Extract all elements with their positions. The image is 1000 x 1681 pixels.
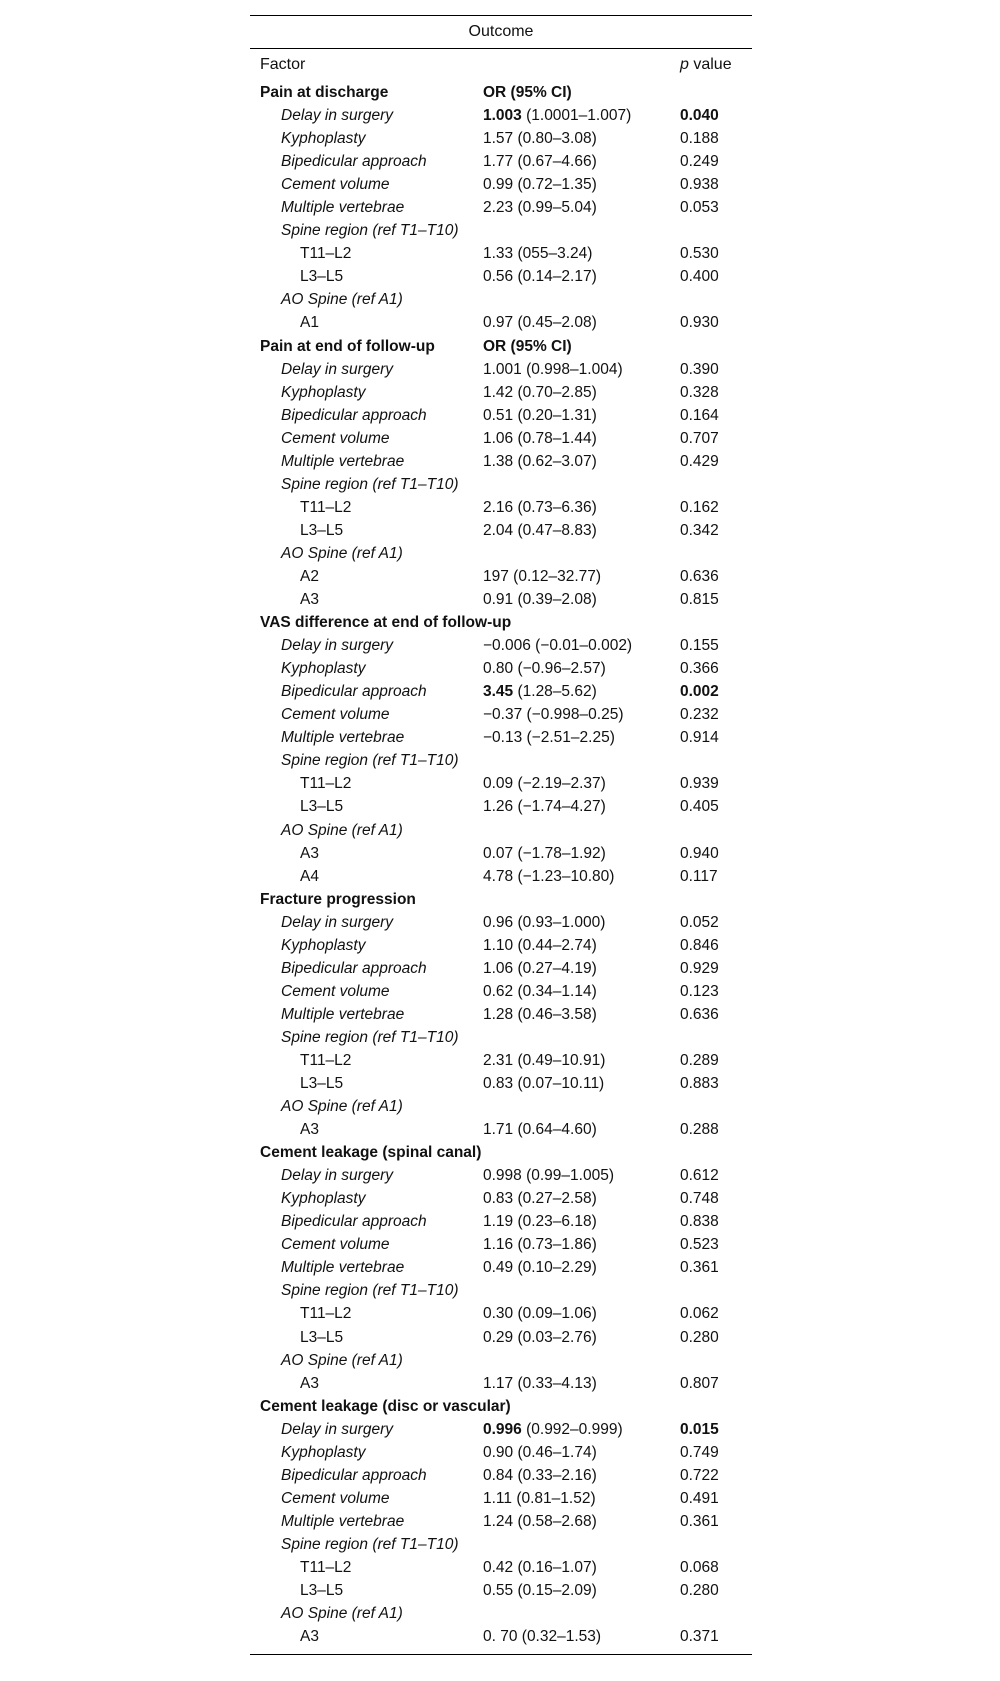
table-row <box>250 1602 752 1625</box>
section-header-row <box>250 1395 752 1418</box>
table-row <box>250 634 752 657</box>
table-row <box>250 911 752 934</box>
table-row <box>250 957 752 980</box>
p-value: 0.405 <box>680 798 719 816</box>
p-value: 0.052 <box>680 913 719 931</box>
factor-label: Delay in surgery <box>281 1167 393 1185</box>
p-value: 0.722 <box>680 1466 719 1484</box>
p-value: 0.846 <box>680 936 719 954</box>
estimate-ci: 0.998 (0.99–1.005) <box>483 1167 614 1185</box>
table-row <box>250 588 752 611</box>
factor-label: Multiple vertebrae <box>281 1512 405 1530</box>
factor-label: Spine region (ref T1–T10) <box>281 1282 459 1300</box>
table-row <box>250 427 752 450</box>
table-row <box>250 657 752 680</box>
p-value: 0.748 <box>680 1190 719 1208</box>
table-row <box>250 1256 752 1279</box>
estimate-ci: 0.29 (0.03–2.76) <box>483 1328 597 1346</box>
outcome-label: Cement leakage (disc or vascular) <box>260 1397 511 1415</box>
estimate-ci: 0.83 (0.27–2.58) <box>483 1190 597 1208</box>
estimate-ci <box>483 680 597 703</box>
table-row <box>250 1003 752 1026</box>
factor-label: Bipedicular approach <box>281 406 427 424</box>
estimate-ci: OR (95% CI) <box>483 84 572 101</box>
p-value: 0.328 <box>680 383 719 401</box>
p-value: 0.053 <box>680 199 719 217</box>
table-row <box>250 265 752 288</box>
factor-label: Bipedicular approach <box>281 153 427 171</box>
p-value: 0.939 <box>680 775 719 793</box>
factor-label: Spine region (ref T1–T10) <box>281 752 459 770</box>
factor-label: A1 <box>300 314 319 332</box>
p-value: 0.249 <box>680 153 719 171</box>
estimate-ci: 1.24 (0.58–2.68) <box>483 1512 597 1530</box>
table-row <box>250 381 752 404</box>
factor-label: Cement volume <box>281 982 390 1000</box>
outcome-label: Fracture progression <box>260 890 416 908</box>
factor-label: Multiple vertebrae <box>281 729 405 747</box>
estimate-ci: 0.84 (0.33–2.16) <box>483 1466 597 1484</box>
estimate-ci: 0.90 (0.46–1.74) <box>483 1443 597 1461</box>
factor-label: Spine region (ref T1–T10) <box>281 1028 459 1046</box>
factor-label: Multiple vertebrae <box>281 1005 405 1023</box>
table-row <box>250 1441 752 1464</box>
table-row <box>250 1279 752 1302</box>
confidence-interval: (0.992–0.999) <box>521 1420 623 1438</box>
table-row <box>250 519 752 542</box>
factor-label: AO Spine (ref A1) <box>281 544 403 562</box>
estimate-ci: 0.97 (0.45–2.08) <box>483 314 597 332</box>
section-header-row <box>250 1141 752 1164</box>
estimate-ci: 4.78 (−1.23–10.80) <box>483 867 615 885</box>
p-value: 0.636 <box>680 1005 719 1023</box>
factor-label: A3 <box>300 1374 319 1392</box>
p-value: 0.491 <box>680 1489 719 1507</box>
table-row <box>250 1026 752 1049</box>
factor-label: Delay in surgery <box>281 637 393 655</box>
table-row <box>250 934 752 957</box>
estimate-ci: 1.42 (0.70–2.85) <box>483 383 597 401</box>
column-header-row <box>250 49 752 81</box>
p-value: 0.342 <box>680 521 719 539</box>
table-row <box>250 1510 752 1533</box>
table-caption: Outcome <box>468 23 534 40</box>
factor-label: Cement volume <box>281 706 390 724</box>
table-row <box>250 1487 752 1510</box>
table-row <box>250 150 752 173</box>
factor-label: Cement volume <box>281 176 390 194</box>
factor-label: T11–L2 <box>300 1051 352 1069</box>
table-row <box>250 496 752 519</box>
estimate-ci: 1.06 (0.78–1.44) <box>483 429 597 447</box>
p-value: 0.288 <box>680 1121 719 1139</box>
table-row <box>250 1164 752 1187</box>
table-row <box>250 196 752 219</box>
p-value: 0.361 <box>680 1512 719 1530</box>
outcome-label: VAS difference at end of follow-up <box>260 614 512 632</box>
p-value: 0.280 <box>680 1582 719 1600</box>
confidence-interval: (1.0001–1.007) <box>521 107 632 125</box>
estimate-ci: 0. 70 (0.32–1.53) <box>483 1628 602 1646</box>
p-value: 0.523 <box>680 1236 719 1254</box>
p-value: 0.289 <box>680 1051 719 1069</box>
table-row <box>250 450 752 473</box>
table-row <box>250 1326 752 1349</box>
factor-label: Kyphoplasty <box>281 1190 366 1208</box>
estimate-ci: 0.83 (0.07–10.11) <box>483 1075 605 1093</box>
section-header-row <box>250 888 752 911</box>
p-value: 0.929 <box>680 959 719 977</box>
p-value: 0.815 <box>680 591 719 609</box>
estimate-ci: 2.04 (0.47–8.83) <box>483 521 597 539</box>
factor-label: Spine region (ref T1–T10) <box>281 222 459 240</box>
p-value: 0.807 <box>680 1374 719 1392</box>
factor-label: Cement volume <box>281 1489 390 1507</box>
factor-label: Spine region (ref T1–T10) <box>281 475 459 493</box>
estimate-ci: 1.33 (055–3.24) <box>483 245 593 263</box>
p-value: 0.938 <box>680 176 719 194</box>
estimate-ci: 0.51 (0.20–1.31) <box>483 406 597 424</box>
p-value: 0.361 <box>680 1259 719 1277</box>
p-value: 0.429 <box>680 452 719 470</box>
table-row <box>250 1464 752 1487</box>
p-symbol: p <box>680 56 689 73</box>
factor-label: AO Spine (ref A1) <box>281 291 403 309</box>
outcome-label: Cement leakage (spinal canal) <box>260 1144 482 1162</box>
table-row <box>250 726 752 749</box>
factor-label: Multiple vertebrae <box>281 1259 405 1277</box>
estimate-ci: 2.16 (0.73–6.36) <box>483 498 597 516</box>
table-row <box>250 288 752 311</box>
table-row <box>250 1118 752 1141</box>
estimate-ci: −0.006 (−0.01–0.002) <box>483 637 633 655</box>
factor-label: A3 <box>300 591 319 609</box>
table-row <box>250 358 752 381</box>
p-value: 0.930 <box>680 314 719 332</box>
table-row <box>250 219 752 242</box>
table-row <box>250 1372 752 1395</box>
p-value: 0.636 <box>680 567 719 585</box>
table-row <box>250 1556 752 1579</box>
factor-label: T11–L2 <box>300 1305 352 1323</box>
estimate-ci: 0.49 (0.10–2.29) <box>483 1259 597 1277</box>
p-value: 0.914 <box>680 729 719 747</box>
p-value: 0.400 <box>680 268 719 286</box>
p-value: 0.002 <box>680 683 719 701</box>
table-row <box>250 127 752 150</box>
table-row <box>250 311 752 334</box>
estimate-ci: 1.28 (0.46–3.58) <box>483 1005 597 1023</box>
table-row <box>250 1210 752 1233</box>
table-row <box>250 1533 752 1556</box>
outcome-label: Pain at discharge <box>260 84 389 101</box>
estimate-ci: 1.16 (0.73–1.86) <box>483 1236 597 1254</box>
p-value: 0.188 <box>680 130 719 148</box>
table-row <box>250 473 752 496</box>
p-value: 0.749 <box>680 1443 719 1461</box>
factor-label: A2 <box>300 567 319 585</box>
table-row <box>250 680 752 703</box>
factor-label: Delay in surgery <box>281 913 393 931</box>
estimate-ci: 2.31 (0.49–10.91) <box>483 1051 606 1069</box>
table-row <box>250 1233 752 1256</box>
outcome-label: Pain at end of follow-up <box>260 337 435 355</box>
estimate-ci: 0.07 (−1.78–1.92) <box>483 844 606 862</box>
factor-label: T11–L2 <box>300 245 352 263</box>
factor-label: Kyphoplasty <box>281 383 366 401</box>
factor-label: Kyphoplasty <box>281 660 366 678</box>
factor-label: Kyphoplasty <box>281 1443 366 1461</box>
estimate-ci: 0.99 (0.72–1.35) <box>483 176 597 194</box>
table-row <box>250 1095 752 1118</box>
factor-label: T11–L2 <box>300 498 352 516</box>
table-row <box>250 104 752 127</box>
bottom-rule <box>250 1654 752 1655</box>
estimate-ci: 2.23 (0.99–5.04) <box>483 199 597 217</box>
factor-label: L3–L5 <box>300 521 344 539</box>
p-value: 0.390 <box>680 360 719 378</box>
factor-label: A3 <box>300 1121 319 1139</box>
table-row <box>250 1302 752 1325</box>
table-row <box>250 795 752 818</box>
section-header-row <box>250 81 752 104</box>
estimate-ci <box>483 1418 623 1441</box>
estimate-ci: 0.91 (0.39–2.08) <box>483 591 597 609</box>
estimate-ci: 1.57 (0.80–3.08) <box>483 130 597 148</box>
factor-label: Kyphoplasty <box>281 130 366 148</box>
p-value: 0.232 <box>680 706 719 724</box>
estimate-ci: −0.13 (−2.51–2.25) <box>483 729 615 747</box>
p-value: 0.123 <box>680 982 719 1000</box>
estimate-ci <box>483 104 631 127</box>
table-row <box>250 703 752 726</box>
estimate-ci: 0.55 (0.15–2.09) <box>483 1582 597 1600</box>
estimate-ci: −0.37 (−0.998–0.25) <box>483 706 624 724</box>
p-value: 0.068 <box>680 1559 719 1576</box>
p-value: 0.280 <box>680 1328 719 1346</box>
factor-label: Spine region (ref T1–T10) <box>281 1535 459 1553</box>
table-row <box>250 242 752 265</box>
table-row <box>250 1579 752 1602</box>
estimate-ci: 0.96 (0.93–1.000) <box>483 913 606 931</box>
table-row <box>250 1349 752 1372</box>
table-row <box>250 842 752 865</box>
factor-label: L3–L5 <box>300 1328 344 1346</box>
estimate-ci: 197 (0.12–32.77) <box>483 567 602 585</box>
table-row <box>250 1049 752 1072</box>
factor-label: Kyphoplasty <box>281 936 366 954</box>
table-body <box>250 81 752 1648</box>
p-value-column-header <box>680 49 732 81</box>
estimate-value: 3.45 <box>483 683 514 701</box>
table-row <box>250 542 752 565</box>
estimate-ci: OR (95% CI) <box>483 337 572 355</box>
p-value: 0.612 <box>680 1167 719 1185</box>
estimate-ci: 1.38 (0.62–3.07) <box>483 452 597 470</box>
section-header-row <box>250 335 752 358</box>
p-value: 0.164 <box>680 406 719 424</box>
estimate-ci: 0.30 (0.09–1.06) <box>483 1305 597 1323</box>
factor-label: AO Spine (ref A1) <box>281 1351 403 1369</box>
p-value: 0.940 <box>680 844 719 862</box>
estimate-ci: 1.26 (−1.74–4.27) <box>483 798 606 816</box>
factor-label: AO Spine (ref A1) <box>281 821 403 839</box>
estimate-ci: 1.19 (0.23–6.18) <box>483 1213 597 1231</box>
estimate-ci: 1.17 (0.33–4.13) <box>483 1374 597 1392</box>
estimate-ci: 1.11 (0.81–1.52) <box>483 1489 596 1507</box>
p-value: 0.155 <box>680 637 719 655</box>
table-row <box>250 404 752 427</box>
p-value-suffix: value <box>688 56 732 73</box>
p-value: 0.838 <box>680 1213 719 1231</box>
factor-label: L3–L5 <box>300 1075 344 1093</box>
estimate-ci: 0.42 (0.16–1.07) <box>483 1559 597 1576</box>
estimate-ci: 0.62 (0.34–1.14) <box>483 982 597 1000</box>
table-row <box>250 565 752 588</box>
p-value: 0.015 <box>680 1420 719 1438</box>
table-row <box>250 819 752 842</box>
p-value: 0.162 <box>680 498 719 516</box>
p-value: 0.883 <box>680 1075 719 1093</box>
table-row <box>250 1418 752 1441</box>
factor-label: T11–L2 <box>300 775 352 793</box>
table-row <box>250 772 752 795</box>
estimate-ci: 0.80 (−0.96–2.57) <box>483 660 606 678</box>
p-value: 0.366 <box>680 660 719 678</box>
table-row <box>250 749 752 772</box>
estimate-ci: 1.10 (0.44–2.74) <box>483 936 597 954</box>
estimate-value: 1.003 <box>483 107 522 125</box>
estimate-ci: 1.77 (0.67–4.66) <box>483 153 597 171</box>
p-value: 0.530 <box>680 245 719 263</box>
p-value: 0.371 <box>680 1628 719 1646</box>
factor-label: L3–L5 <box>300 1582 344 1600</box>
estimate-ci: 1.001 (0.998–1.004) <box>483 360 623 378</box>
factor-label: Multiple vertebrae <box>281 199 405 217</box>
factor-label: AO Spine (ref A1) <box>281 1605 403 1623</box>
factor-label: Bipedicular approach <box>281 1213 427 1231</box>
table-row <box>250 173 752 196</box>
factor-label: Bipedicular approach <box>281 959 427 977</box>
table-row <box>250 865 752 888</box>
table-row <box>250 1187 752 1210</box>
estimate-ci: 0.56 (0.14–2.17) <box>483 268 597 286</box>
factor-label: Multiple vertebrae <box>281 452 405 470</box>
factor-column-header: Factor <box>260 56 306 73</box>
section-header-row <box>250 611 752 634</box>
factor-label: Bipedicular approach <box>281 1466 427 1484</box>
factor-label: Delay in surgery <box>281 360 393 378</box>
factor-label: Bipedicular approach <box>281 683 427 701</box>
factor-label: Delay in surgery <box>281 107 393 125</box>
factor-label: T11–L2 <box>300 1559 352 1576</box>
confidence-interval: (1.28–5.62) <box>513 683 597 701</box>
factor-label: Cement volume <box>281 1236 390 1254</box>
estimate-value: 0.996 <box>483 1420 522 1438</box>
p-value: 0.707 <box>680 429 719 447</box>
factor-label: AO Spine (ref A1) <box>281 1098 403 1116</box>
regression-table <box>250 15 752 1655</box>
p-value: 0.040 <box>680 107 719 125</box>
factor-label: A3 <box>300 844 319 862</box>
factor-label: Delay in surgery <box>281 1420 393 1438</box>
estimate-ci: 1.71 (0.64–4.60) <box>483 1121 597 1139</box>
p-value: 0.117 <box>680 867 718 885</box>
factor-label: A4 <box>300 867 319 885</box>
factor-label: L3–L5 <box>300 268 344 286</box>
factor-label: L3–L5 <box>300 798 344 816</box>
p-value: 0.062 <box>680 1305 719 1323</box>
table-row <box>250 1072 752 1095</box>
factor-label: Cement volume <box>281 429 390 447</box>
factor-label: A3 <box>300 1628 319 1646</box>
table-row <box>250 980 752 1003</box>
estimate-ci: 0.09 (−2.19–2.37) <box>483 775 606 793</box>
estimate-ci: 1.06 (0.27–4.19) <box>483 959 597 977</box>
table-row <box>250 1625 752 1648</box>
